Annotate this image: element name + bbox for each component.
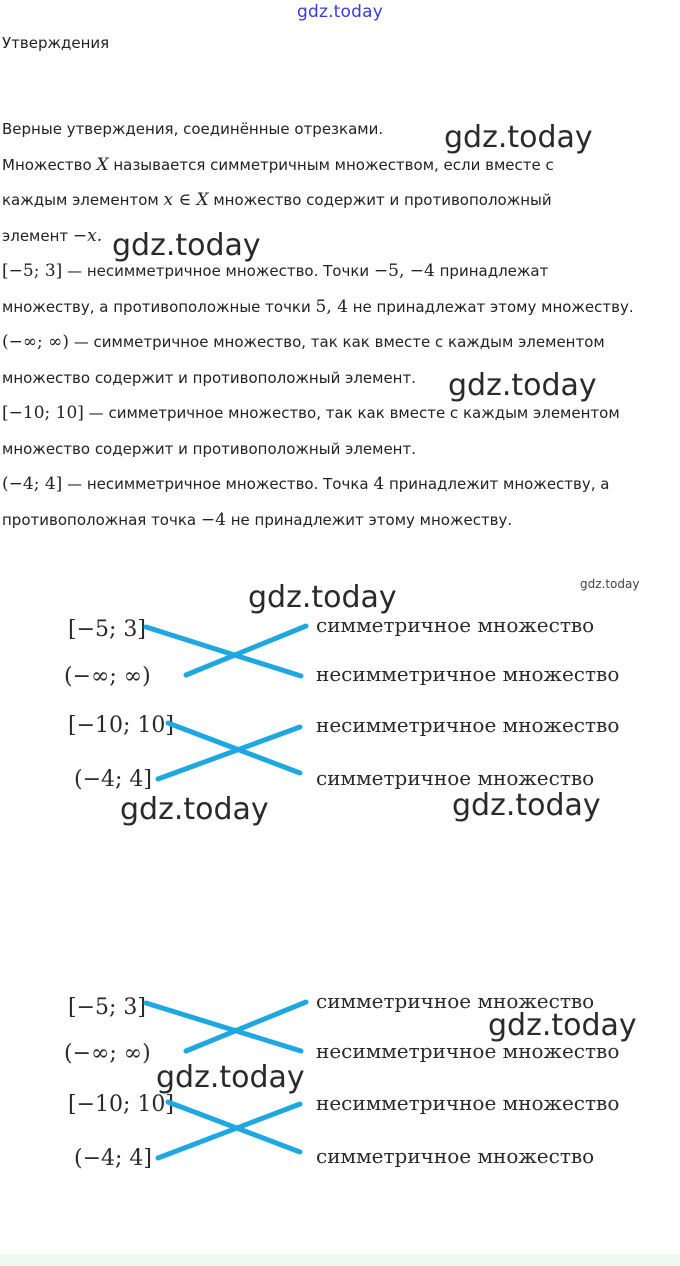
math-points: 5, 4 [315,296,348,317]
definition-text: элемент [2,226,73,245]
math-neg-x: −x. [72,225,103,246]
right-label-2: несимметричное множество [316,662,620,686]
watermark: gdz.today [120,792,269,827]
math-set: (−4; 4] [2,474,63,494]
definition-text: каждым элементом [2,191,164,209]
definition-text: Множество [2,155,97,174]
definition-line-2 [2,183,678,219]
right-label-1: симметричное множество [316,989,595,1013]
math-point: −4 [200,509,226,530]
intro-line: Верные утверждения, соединённые отрезками. [2,120,384,138]
watermark-small: gdz.today [580,577,640,591]
case2-line-2: множество содержит и противоположный элемент. [2,368,416,387]
watermark: gdz.today [488,1008,637,1043]
connector-line [146,1003,301,1051]
case-text: не принадлежит этому множеству. [225,510,513,529]
case-text: — несимметричное множество. Точка [62,475,374,493]
case-text: не принадлежат этому множеству. [347,297,634,316]
case-text: множеству, а противоположные точки [2,297,316,316]
connector-line [146,627,301,676]
watermark: gdz.today [448,368,597,403]
math-set: (−∞; ∞) [2,332,69,352]
explanation-text [2,112,678,538]
case4-line-2 [2,503,678,539]
connector-line [186,626,306,675]
left-label-4: (−4; 4] [74,1146,152,1171]
case4-line-1 [2,467,678,503]
math-set: [−5; 3] [2,261,63,281]
case-text: принадлежит множеству, а [384,475,610,493]
left-label-4: (−4; 4] [74,767,152,792]
right-label-4: симметричное множество [316,766,595,790]
case1-line-2 [2,290,678,326]
left-label-1: [−5; 3] [68,995,146,1020]
math-var-x: X [96,154,109,175]
right-label-3: несимметричное множество [316,713,620,737]
case-text: — симметричное множество, так как вместе с каждым элементом [83,404,620,422]
definition-line-3 [2,219,678,255]
math-point: 4 [373,474,385,494]
site-logo[interactable]: gdz.today [296,2,384,22]
math-points: −5, −4 [373,261,435,281]
left-label-3: [−10; 10] [68,1092,174,1117]
matching-diagram [0,600,680,820]
watermark: gdz.today [112,228,261,263]
math-set: [−10; 10] [2,403,84,423]
left-label-3: [−10; 10] [68,713,174,738]
left-label-2: (−∞; ∞) [64,664,151,689]
watermark: gdz.today [248,580,397,615]
bottom-strip [0,1254,680,1266]
right-label-3: несимметричное множество [316,1091,620,1115]
case-text: принадлежат [434,262,549,280]
watermark: gdz.today [444,120,593,155]
definition-text: множество содержит и противоположный [208,191,552,209]
section-heading: Утверждения [2,34,110,52]
right-label-4: симметричное множество [316,1144,595,1168]
connector-line [158,1104,300,1158]
case2-line-1 [2,325,678,361]
connector-line [186,1002,306,1051]
right-label-2: несимметричное множество [316,1039,620,1063]
left-label-2: (−∞; ∞) [64,1041,151,1066]
watermark: gdz.today [452,788,601,823]
math-membership: x ∈ X [163,190,209,210]
case-text: — симметричное множество, так как вместе с каждым элементом [68,333,605,351]
left-label-1: [−5; 3] [68,617,146,642]
right-label-1: симметричное множество [316,613,595,637]
definition-text: называется симметричным множеством, если вместе с [108,155,554,174]
case-text: — несимметричное множество. Точки [62,262,374,280]
connector-line [158,727,300,779]
watermark: gdz.today [156,1060,305,1095]
case-text: противоположная точка [2,510,201,529]
case1-line-1 [2,254,678,290]
matching-figure-1 [0,600,680,820]
case3-line-2: множество содержит и противоположный элемент. [2,439,416,458]
